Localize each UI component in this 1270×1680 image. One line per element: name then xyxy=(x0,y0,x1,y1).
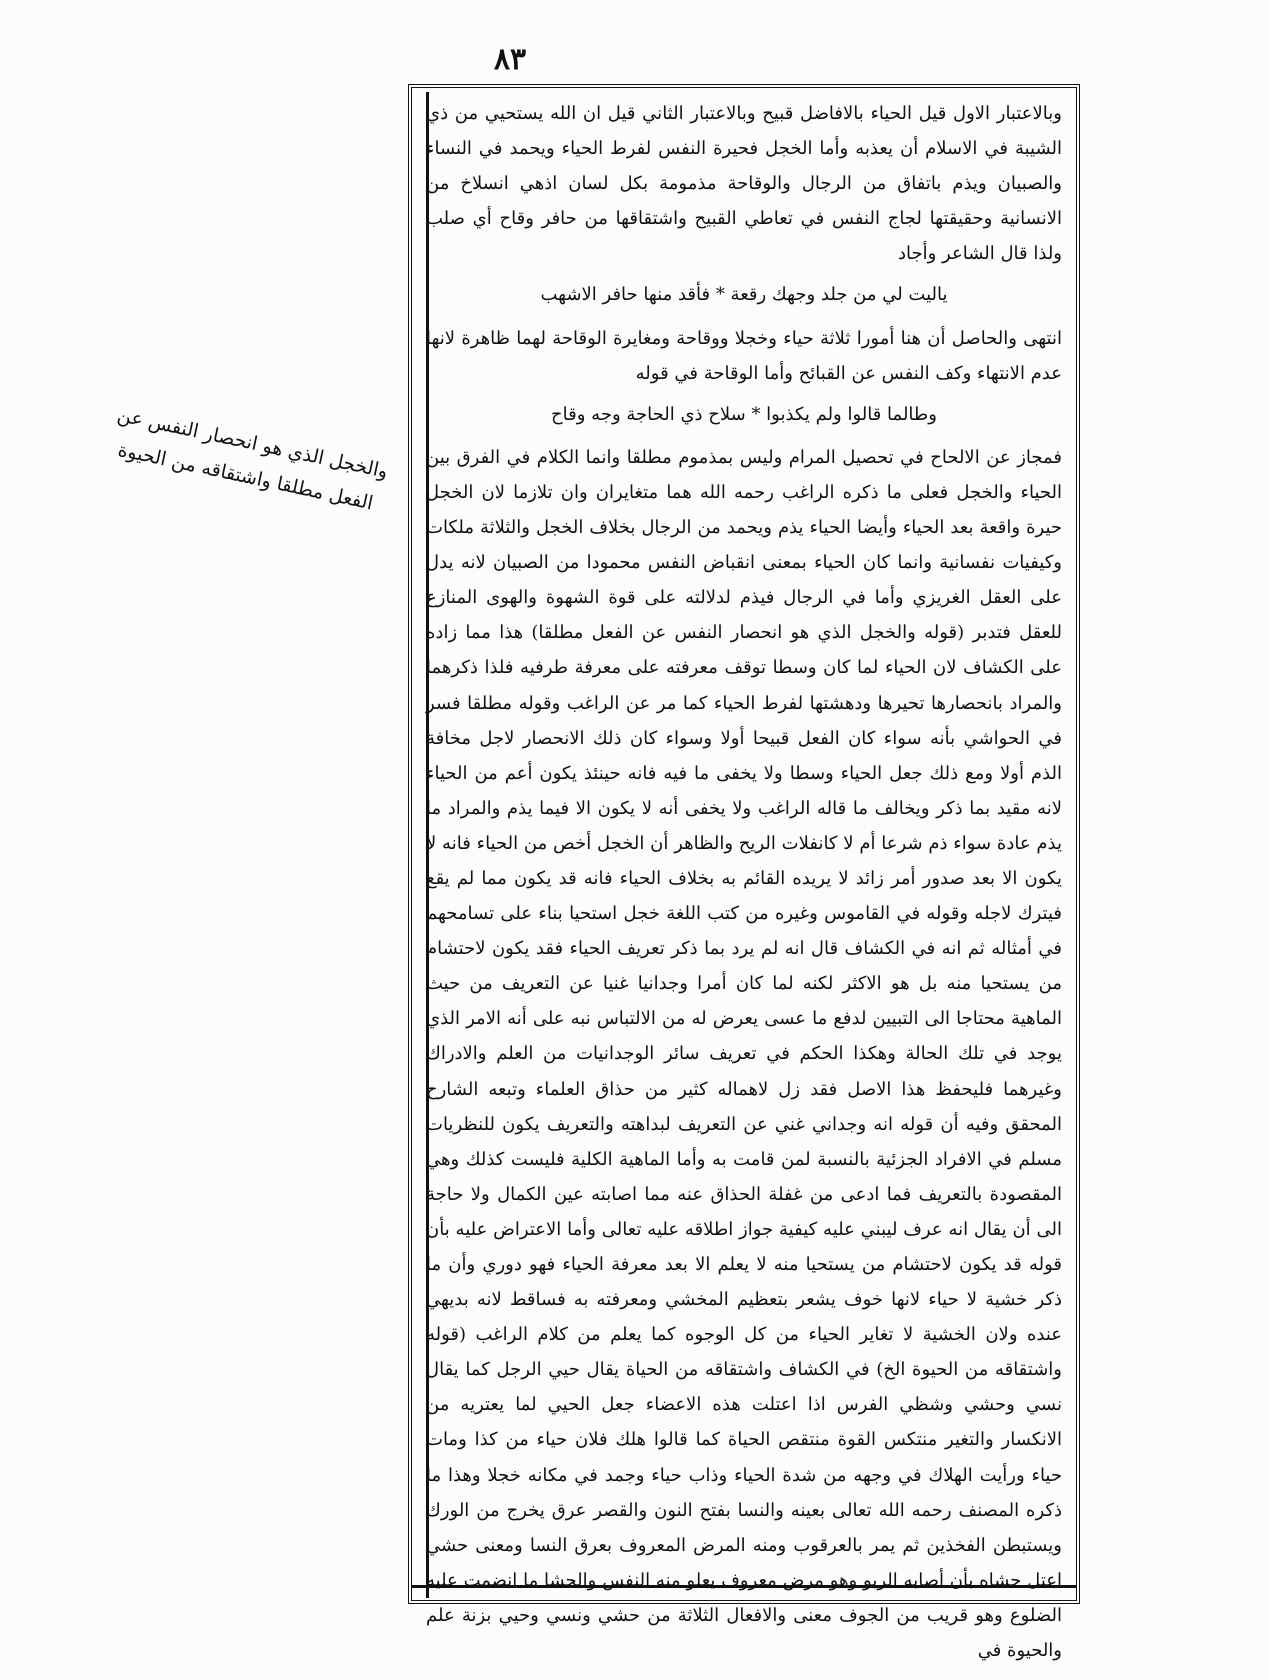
paragraph-1: وبالاعتبار الاول قيل الحياء بالافاضل قبيح وبالاعتبار الثاني قيل ان الله يستحيي من ذي الشيبة في الاسلام أن يعذبه وأما الخجل فحيرة النفس لفرط الحياء ويحمد في النساء والصبيان ويذم باتفاق من الرجال والوقاحة مذمومة بكل لسان اذهي انسلاخ من الانسانية وحقيقتها لجاج النفس في تعاطي القبيح واشتقاقها من حافر وقاح أي صلب ولذا قال الشاعر وأجاد xyxy=(426,103,1062,265)
verse-1: ياليت لي من جلد وجهك رقعة * فأقد منها حافر الاشهب xyxy=(540,284,948,306)
main-text-block xyxy=(420,96,1068,1662)
paragraph-2: انتهى والحاصل أن هنا أمورا ثلاثة حياء وخجلا ووقاحة ومغايرة الوقاحة لهما ظاهرة لانها عدم الانتهاء وكف النفس عن القبائح وأما الوقاحة في قوله xyxy=(426,327,1062,384)
paragraph-3: فمجاز عن الالحاح في تحصيل المرام وليس بمذموم مطلقا وانما الكلام في الفرق بين الحياء والخجل فعلى ما ذكره الراغب رحمه الله هما متغايران وان تلازما لان الخجل حيرة واقعة بعد الحياء وأيضا الحياء يذم ويحمد من الرجال بخلاف الخجل والثلاثة ملكات وكيفيات نفسانية وانما كان الحياء بمعنى انقباض النفس محمودا من الصبيان لانه يدل على العقل الغريزي وأما في الرجال فيذم لدلالته على قوة الشهوة والهوى المنازع للعقل فتدبر (قوله والخجل الذي هو انحصار النفس عن الفعل مطلقا) هذا مما زاده على الكشاف لان الحياء لما كان وسطا توقف معرفته على معرفة طرفيه فلذا ذكرهما والمراد بانحصارها تحيرها ودهشتها لفرط الحياء كما مر عن الراغب وقوله مطلقا فسر في الحواشي بأنه سواء كان الفعل قبيحا أولا وسواء كان ذلك الانحصار لاجل مخافة الذم أولا ومع ذلك جعل الحياء وسطا ولا يخفى ما فيه فانه حينئذ يكون أعم من الحياء لانه مقيد بما ذكر ويخالف ما قاله الراغب ولا يخفى أنه لا يكون الا فيما يذم والمراد ما يذم عادة سواء ذم شرعا أم لا كانفلات الريح والظاهر أن الخجل أخص من الحياء فانه لا يكون الا بعد صدور أمر زائد لا يريده القائم به بخلاف الحياء فانه قد يكون مما لم يقع فيترك لاجله وقوله في القاموس وغيره من كتب اللغة خجل استحيا بناء على تسامحهم في أمثاله ثم انه في الكشاف قال انه لم يرد بما ذكر تعريف الحياء فقد يكون لاحتشام من يستحيا منه بل هو الاكثر لكنه لما كان أمرا وجدانيا غنيا عن التعريف من حيث الماهية محتاجا الى التبيين لدفع ما عسى يعرض له من الالتباس نبه على أنه الامر الذي يوجد في تلك الحالة وهكذا الحكم في تعريف سائر الوجدانيات من العلم والادراك وغيرهما فليحفظ هذا الاصل فقد زل لاهماله كثير من حذاق العلماء وتبعه الشارح المحقق وفيه أن قوله انه وجداني غني عن التعريف لبداهته والتعريف يكون للنظريات مسلم في الافراد الجزئية بالنسبة لمن قامت به وأما الماهية الكلية فليست كذلك وهي المقصودة بالتعريف فما ادعى من غفلة الحذاق عنه مما اصابته عين الكمال ولا حاجة الى أن يقال انه عرف ليبني عليه كيفية جواز اطلاقه عليه تعالى وأما الاعتراض عليه بأن قوله قد يكون لاحتشام من يستحيا منه لا يعلم الا بعد معرفة الحياء فهو دوري وأن ما ذكر خشية لا حياء لانها خوف يشعر بتعظيم المخشي ومعرفته به فساقط لانه بديهي عنده ولان الخشية لا تغاير الحياء من كل الوجوه كما يعلم من كلام الراغب (قوله واشتقاقه من الحيوة الخ) في الكشاف واشتقاقه من الحياة يقال حيي الرجل كما يقال نسي وحشي وشظي الفرس اذا اعتلت هذه الاعضاء جعل الحيي لما يعتريه من الانكسار والتغير منتكس القوة منتقص الحياة كما قالوا هلك فلان حياء من كذا ومات حياء ورأيت الهلاك في وجهه من شدة الحياء وذاب حياء وجمد في مكانه خجلا وهذا ما ذكره المصنف رحمه الله تعالى بعينه والنسا بفتح النون والقصر عرق يخرج من الورك ويستبطن الفخذين ثم يمر بالعرقوب ومنه المرض المعروف بعرق النسا ومعنى حشي اعتل حشاه بأن أصابه الربو وهو مرض معروف يعلو منه النفس والحشا ما انضمت عليه الضلوع وهو قريب من الجوف معنى والافعال الثلاثة من حشي ونسي وحيي بزنة علم والحيوة في xyxy=(426,446,1062,1662)
page-number: ٨٣ xyxy=(493,42,527,77)
margin-note: والخجل الذي هو انحصار النفس عن الفعل مطلقا واشتقاقه من الحيوة xyxy=(115,403,390,515)
verse-2: وطالما قالوا ولم يكذبوا * سلاح ذي الحاجة وجه وقاح xyxy=(551,403,937,425)
